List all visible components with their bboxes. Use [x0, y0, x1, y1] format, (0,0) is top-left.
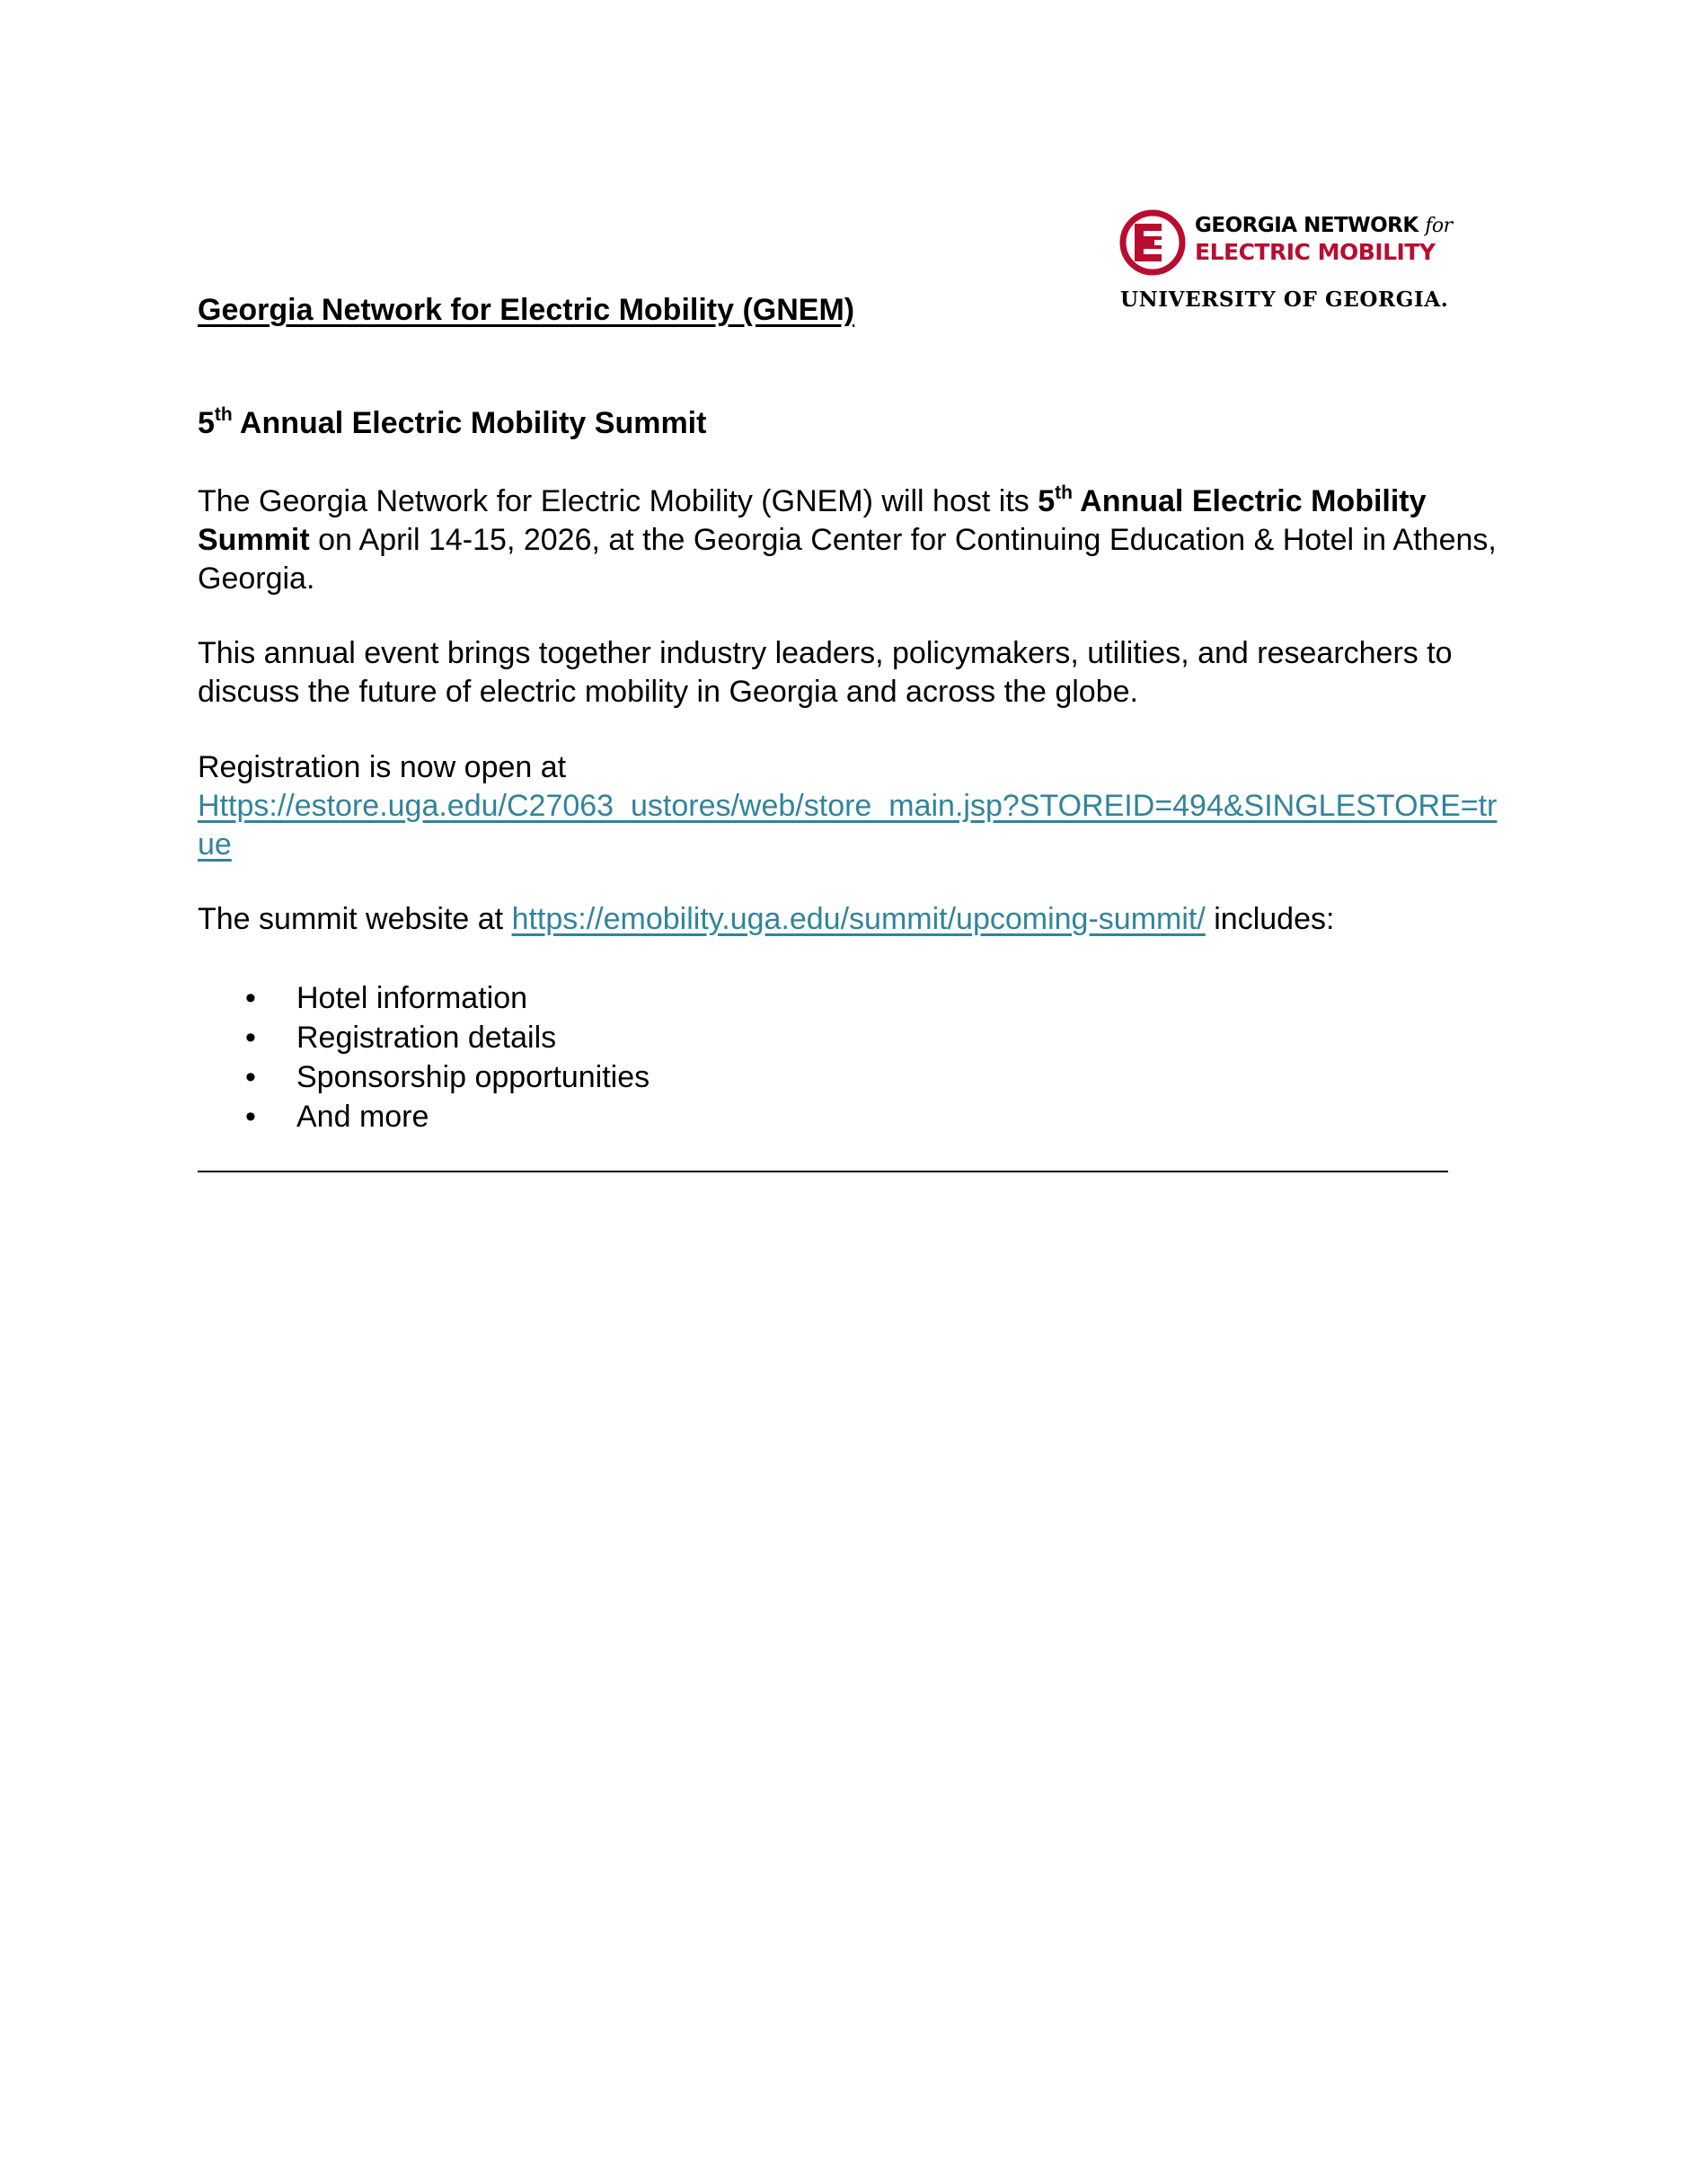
list-item — [198, 1057, 650, 1097]
gnem-uga-logo — [1118, 205, 1460, 322]
summit-website-link[interactable]: https://emobility.uga.edu/summit/upcoming-summit/ — [511, 902, 1206, 936]
website-tail: includes: — [1205, 902, 1335, 936]
website-lead: The summit website at — [198, 902, 512, 936]
logo-university-name: UNIVERSITY OF GEORGIA. — [1120, 287, 1449, 312]
summit-heading-text: Annual Electric Mobility Summit — [232, 406, 707, 440]
website-paragraph — [198, 900, 1509, 939]
bullet-icon: • — [245, 981, 256, 1015]
logo-org-name-line1 — [1195, 214, 1453, 237]
intro-paragraph — [198, 482, 1509, 598]
logo-org-name-line2: ELECTRIC MOBILITY — [1195, 239, 1436, 265]
logo-for-text: for — [1425, 215, 1453, 237]
list-item — [198, 978, 650, 1018]
registration-link[interactable]: Https://estore.uga.edu/C27063_ustores/web/store_main.jsp?STOREID=494&SINGLESTORE=true — [198, 789, 1498, 862]
bullet-icon: • — [245, 1021, 256, 1055]
summit-heading-number: 5 — [198, 406, 215, 440]
registration-paragraph — [198, 748, 1509, 864]
logo-line1-text: GEORGIA NETWORK — [1195, 214, 1418, 237]
list-item-text: And more — [296, 1100, 429, 1134]
intro-tail: on April 14-15, 2026, at the Georgia Center for Continuing Education & Hotel in Athens, Georgia. — [198, 523, 1497, 596]
registration-lead: Registration is now open at — [198, 750, 567, 784]
list-item-text: Sponsorship opportunities — [296, 1060, 650, 1094]
feature-list — [198, 978, 650, 1136]
description-paragraph: This annual event brings together industry leaders, policymakers, utilities, and researchers to discuss the future of electric mobility in Georgia and across the globe. — [198, 636, 1453, 709]
list-item-text: Registration details — [296, 1021, 557, 1055]
horizontal-divider — [198, 1171, 1448, 1172]
intro-bold-number: 5 — [1038, 484, 1056, 518]
intro-bold-ordinal: th — [1055, 482, 1073, 503]
list-item — [198, 1097, 650, 1136]
electric-e-circle-icon — [1118, 208, 1187, 277]
bullet-icon: • — [245, 1060, 256, 1094]
list-item-text: Hotel information — [296, 981, 528, 1015]
organization-title: Georgia Network for Electric Mobility (GNEM) — [198, 293, 855, 327]
bullet-icon: • — [245, 1100, 256, 1134]
intro-lead: The Georgia Network for Electric Mobility (GNEM) will host its — [198, 484, 1038, 518]
summit-heading-ordinal: th — [214, 403, 233, 425]
list-item — [198, 1018, 650, 1057]
summit-heading — [198, 403, 707, 441]
intro-bold-text: Annual Electric Mobility Summit — [198, 484, 1427, 557]
